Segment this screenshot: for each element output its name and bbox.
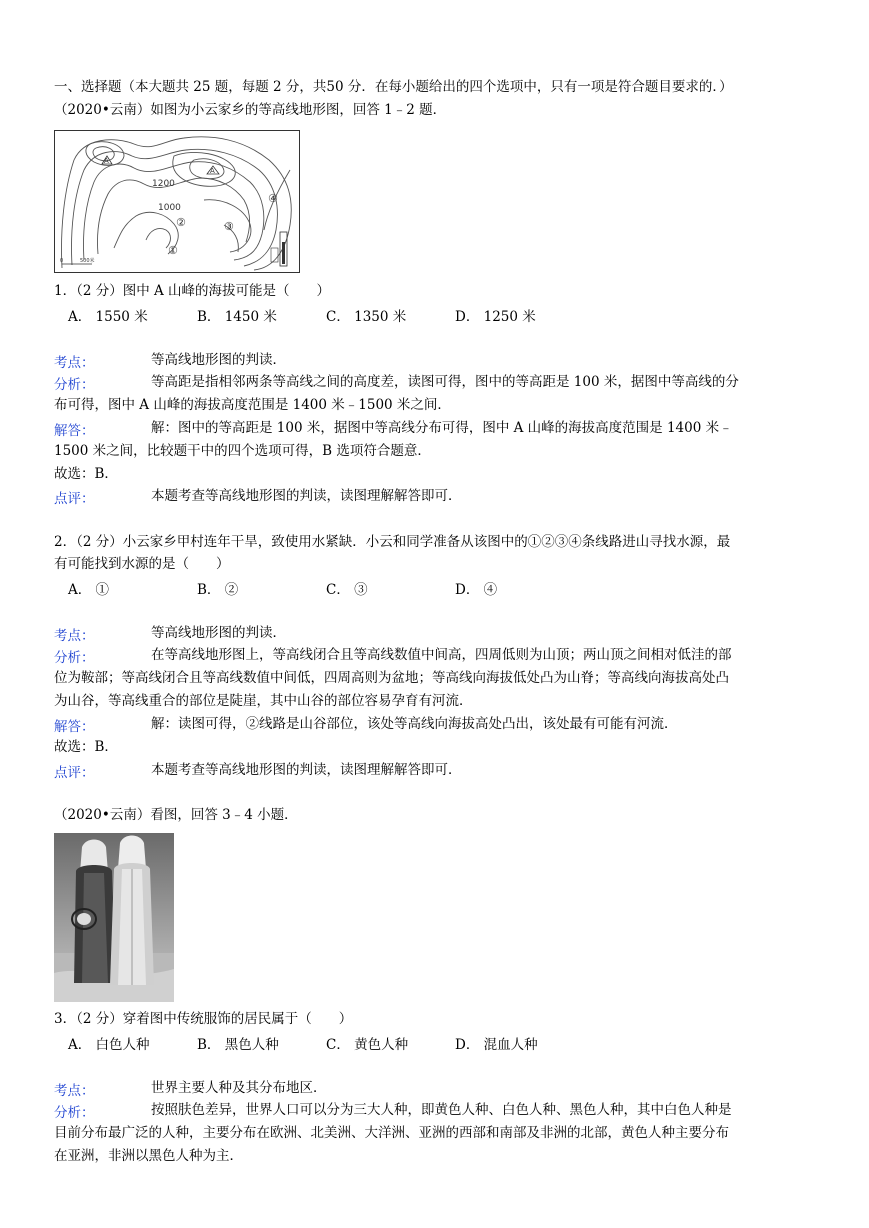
q1-option-a: A． 1550 米: [68, 309, 148, 325]
q3-kaodian-text: 世界主要人种及其分布地区．: [151, 1080, 327, 1096]
q1-option-d: D． 1250 米: [455, 309, 536, 325]
q1-fenxi-tag: 分析：: [54, 377, 95, 393]
map-label-route-2: ②: [176, 216, 186, 229]
map-label-1000: 1000: [158, 203, 181, 213]
q3-option-b: B． 黑色人种: [197, 1037, 279, 1053]
q2-kaodian-tag: 考点：: [54, 628, 95, 644]
q2-option-a: A． ①: [68, 582, 110, 598]
q1-fenxi-line-2: 布可得，图中 A 山峰的海拔高度范围是 1400 米﹣1500 米之间．: [54, 397, 451, 413]
map-label-peak-a: A: [104, 157, 109, 165]
q1-dianping-tag: 点评：: [54, 491, 95, 507]
q3-stem: 3．（2 分）穿着图中传统服饰的居民属于（ ）: [54, 1011, 353, 1027]
q1-jieda-line-2: 1500 米之间，比较题干中的四个选项可得，B 选项符合题意．: [54, 443, 431, 459]
q2-answer: 故选：B．: [54, 739, 118, 755]
q2-stem-line-1: 2．（2 分）小云家乡甲村连年干旱，致使用水紧缺．小云和同学准备从该图中的①②③④条线路进山寻找水源，最: [54, 534, 731, 550]
q3-fenxi-line-1: 按照肤色差异，世界人口可以分为三大人种，即黄色人种、白色人种、黑色人种，其中白色人种是: [151, 1102, 732, 1118]
q3-option-a: A． 白色人种: [68, 1037, 150, 1053]
q1-kaodian-tag: 考点：: [54, 355, 95, 371]
q2-dianping-tag: 点评：: [54, 765, 95, 781]
q1-answer: 故选：B．: [54, 466, 118, 482]
q2-option-d: D． ④: [455, 582, 498, 598]
q3-fenxi-tag: 分析：: [54, 1105, 95, 1121]
q3-kaodian-tag: 考点：: [54, 1083, 95, 1099]
q3-fenxi-line-3: 在亚洲，非洲以黑色人种为主．: [54, 1148, 243, 1164]
q2-fenxi-line-3: 为山谷，等高线重合的部位是陡崖，其中山谷的部位容易孕育有河流．: [54, 693, 473, 709]
q1-stem: 1．（2 分）图中 A 山峰的海拔可能是（ ）: [54, 283, 331, 299]
q2-jieda-line-1: 解：读图可得，②线路是山谷部位，该处等高线向海拔高处凸出，该处最有可能有河流．: [151, 716, 678, 732]
q2-dianping-text: 本题考查等高线地形图的判读，读图理解解答即可．: [151, 762, 462, 778]
contour-map-figure: [54, 130, 300, 273]
q2-fenxi-line-2: 位为鞍部；等高线闭合且等高线数值中间低，四周高则为盆地；等高线向海拔低处凸为山脊；等高线向海拔高处凸: [54, 670, 729, 686]
q3-option-d: D． 混血人种: [455, 1037, 538, 1053]
q3-fenxi-line-2: 目前分布最广泛的人种，主要分布在欧洲、北美洲、大洋洲、亚洲的西部和南部及非洲的北部，黄色人种主要分布: [54, 1125, 729, 1141]
q2-option-b: B． ②: [197, 582, 239, 598]
traditional-dress-photo: [54, 833, 174, 1002]
q2-kaodian-text: 等高线地形图的判读．: [151, 625, 286, 641]
map-scale-500m: 500米: [80, 258, 95, 264]
q1-dianping-text: 本题考查等高线地形图的判读，读图理解解答即可．: [151, 488, 462, 504]
q3-option-c: C． 黄色人种: [326, 1037, 409, 1053]
map-label-peak-a-2: A: [210, 167, 215, 175]
q1-option-b: B． 1450 米: [197, 309, 277, 325]
map-label-1200: 1200: [152, 179, 175, 189]
q2-stem-line-2: 有可能找到水源的是（ ）: [54, 556, 230, 572]
section-title: 一、选择题（本大题共 25 题，每题 2 分，共50 分．在每小题给出的四个选项中，只有一项是符合题目要求的．）: [54, 79, 733, 95]
intro-q3-q4: （2020•云南）看图，回答 3﹣4 小题．: [54, 807, 298, 823]
intro-q1-q2: （2020•云南）如图为小云家乡的等高线地形图，回答 1﹣2 题．: [54, 102, 447, 118]
map-label-route-4: ④: [268, 192, 278, 205]
map-label-route-3: ③: [224, 220, 234, 233]
map-scale-zero: 0: [60, 258, 64, 264]
q1-jieda-tag: 解答：: [54, 423, 95, 439]
q1-fenxi-line-1: 等高距是指相邻两条等高线之间的高度差，读图可得，图中的等高距是 100 米，据图中等高线的分: [151, 374, 739, 390]
q1-kaodian-text: 等高线地形图的判读．: [151, 352, 286, 368]
q2-option-c: C． ③: [326, 582, 368, 598]
map-label-route-1: ①: [168, 244, 178, 257]
q2-jieda-tag: 解答：: [54, 719, 95, 735]
q2-fenxi-line-1: 在等高线地形图上，等高线闭合且等高线数值中间高，四周低则为山顶；两山顶之间相对低洼的部: [151, 647, 732, 663]
q2-fenxi-tag: 分析：: [54, 650, 95, 666]
q1-option-c: C． 1350 米: [326, 309, 407, 325]
q1-jieda-line-1: 解：图中的等高距是 100 米，据图中等高线分布可得，图中 A 山峰的海拔高度范围是 1400 米﹣: [151, 420, 733, 436]
